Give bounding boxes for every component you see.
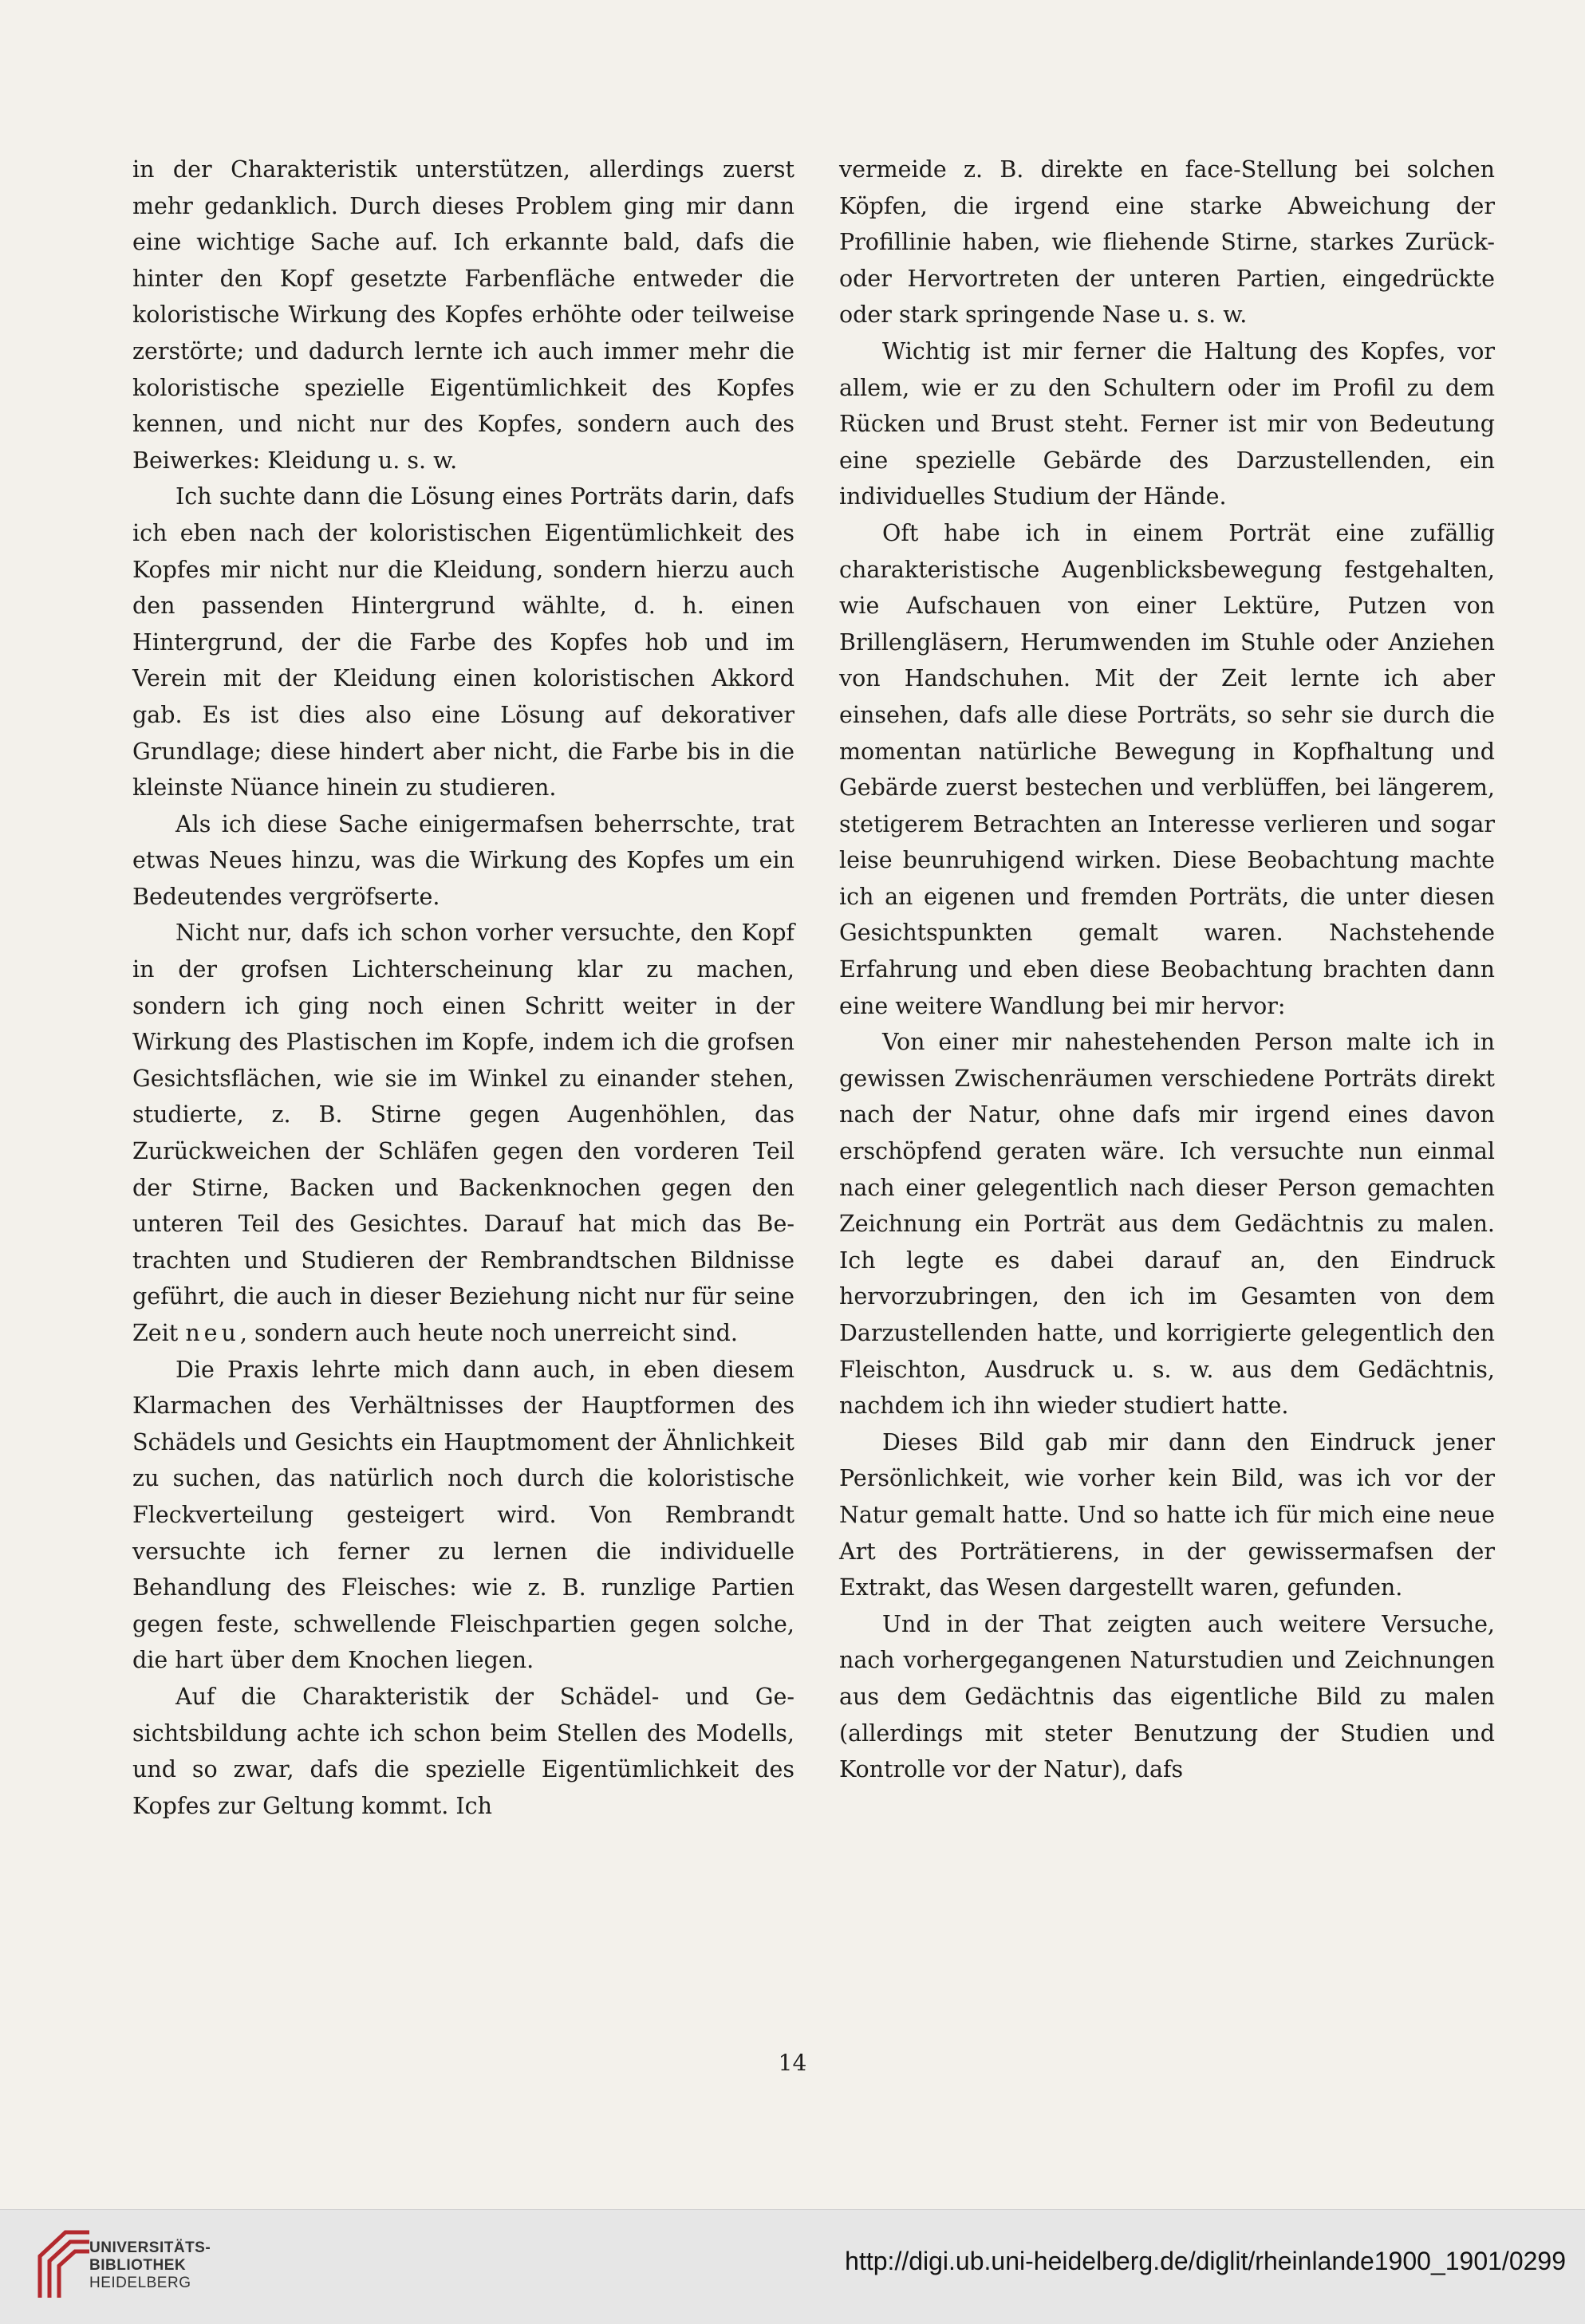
- left-text-column: [132, 152, 794, 1824]
- emphasized-word: neu: [185, 1320, 240, 1346]
- paragraph: Und in der That zeigten auch weitere Versuche, nach vorhergegangenen Naturstudien und Zeichnungen aus dem Gedächtnis das eigentliche Bild zu malen (allerdings mit steter Benutzung der Studien und Kontrolle vor der Natur), dafs: [839, 1610, 1495, 1783]
- library-name-line: BIBLIOTHEK: [89, 2257, 187, 2274]
- library-name: [89, 2239, 211, 2292]
- library-name-line: HEIDELBERG: [89, 2275, 191, 2291]
- paragraph: Dieses Bild gab mir dann den Eindruck jener Persönlichkeit, wie vorher kein Bild, was ich vor der Natur gemalt hatte. Und so hatte ich für mich eine neue Art des Porträtierens, in der gewissermafsen der Extrakt, das Wesen dargestellt waren, gefunden.: [839, 1428, 1495, 1601]
- paragraph: Von einer mir nahestehenden Person malte ich in gewissen Zwischenräumen verschiedene Porträts direkt nach der Natur, ohne dafs mir irgend eines davon erschöpfend geraten wäre. Ich versuchte nun einmal nach einer gelegentlich nach dieser Person gemachten Zeichnung ein Porträt aus dem Gedächtnis zu malen. Ich legte es dabei darauf an, den Eindruck hervorzubringen, den ich im Gesamten von dem Darzustellenden hatte, und korrigierte gelegentlich den Fleischton, Ausdruck u. s. w. aus dem Gedächtnis, nachdem ich ihn wieder studiert hatte.: [839, 1029, 1495, 1420]
- right-text-column: [839, 152, 1495, 1788]
- page-number: 14: [778, 2050, 807, 2076]
- footer-bar: [0, 2209, 1585, 2324]
- paragraph-text: , sondern auch heute noch unerreicht sind.: [239, 1320, 738, 1346]
- paragraph: Wichtig ist mir ferner die Haltung des Kopfes, vor allem, wie er zu den Schultern oder im Profil zu dem Rücken und Brust steht. Ferner ist mir von Bedeutung eine spezielle Gebärde des Darzustellenden, ein individuelles Studium der Hände.: [839, 337, 1495, 510]
- paragraph: in der Charakteristik unterstützen, allerdings zuerst mehr gedanklich. Durch dieses Problem ging mir dann eine wichtige Sache auf. Ich erkannte bald, dafs die hinter den Kopf gesetzte Farbenfläche entweder die koloristische Wirkung des Kopfes erhöhte oder teilweise zerstörte; und dadurch lernte ich auch immer mehr die koloristische spezielle Eigentümlichkeit des Kopfes kennen, und nicht nur des Kopfes, sondern auch des Beiwerkes: Kleidung u. s. w.: [132, 156, 794, 474]
- permalink-url[interactable]: http://digi.ub.uni-heidelberg.de/diglit/rheinlande1900_1901/0299: [845, 2247, 1566, 2275]
- paragraph: Oft habe ich in einem Porträt eine zufällig charakteristische Augenblicksbewegung festgehalten, wie Aufschauen von einer Lektüre, Putzen von Brillengläsern, Herumwenden im Stuhle oder Anziehen von Handschuhen. Mit der Zeit lernte ich aber einsehen, dafs alle diese Porträts, so sehr sie durch die momentan natürliche Bewegung in Kopfhaltung und Gebärde zuerst bestechen und verblüffen, bei längerem, stetigerem Betrachten an Interesse verlieren und sogar leise beunruhigend wirken. Diese Beobachtung machte ich an eigenen und fremden Porträts, die unter diesen Gesichtspunkten gemalt waren. Nachstehende Erfahrung und eben diese Beobachtung brachten dann eine weitere Wandlung bei mir hervor:: [839, 519, 1495, 1019]
- paragraph: Ich suchte dann die Lösung eines Porträts darin, dafs ich eben nach der koloristischen Eigentümlichkeit des Kopfes mir nicht nur die Kleidung, sondern hierzu auch den passenden Hintergrund wählte, d. h. einen Hintergrund, der die Farbe des Kopfes hob und im Verein mit der Kleidung einen koloristischen Akkord gab. Es ist dies also eine Lösung auf dekorativer Grundlage; diese hindert aber nicht, die Farbe bis in die kleinste Nüance hinein zu studieren.: [132, 483, 794, 802]
- paragraph: Auf die Charakteristik der Schädel- und Gesichtsbildung achte ich schon beim Stellen des Modells, und so zwar, dafs die spezielle Eigentümlichkeit des Kopfes zur Geltung kommt. Ich: [132, 1683, 794, 1819]
- library-name-line: UNIVERSITÄTS-: [89, 2239, 211, 2256]
- paragraph: vermeide z. B. direkte en face-Stellung bei solchen Köpfen, die irgend eine starke Abweichung der Profillinie haben, wie fliehende Stirne, starkes Zurück- oder Hervortreten der unteren Partien, eingedrückte oder stark springende Nase u. s. w.: [839, 156, 1495, 329]
- ub-heidelberg-logo-icon[interactable]: [34, 2224, 96, 2304]
- paragraph: [132, 915, 794, 1351]
- paragraph: Die Praxis lehrte mich dann auch, in eben diesem Klarmachen des Verhältnisses der Hauptformen des Schädels und Gesichts ein Hauptmoment der Ähnlichkeit zu suchen, das natürlich noch durch die koloristische Fleckverteilung gesteigert wird. Von Rembrandt versuchte ich ferner zu lernen die individuelle Behandlung des Fleisches: wie z. B. runzlige Partien gegen feste, schwellende Fleischpartien gegen solche, die hart über dem Knochen liegen.: [132, 1356, 794, 1674]
- paragraph-text: Nicht nur, dafs ich schon vorher versuchte, den Kopf in der grofsen Lichterscheinung klar zu machen, sondern ich ging noch einen Schritt weiter in der Wirkung des Plastischen im Kopfe, indem ich die grofsen Gesichtsflächen, wie sie im Winkel zu einander stehen, studierte, z. B. Stirne gegen Augenhöhlen, das Zurückweichen der Schläfen gegen den vorderen Teil der Stirne, Backen und Backenknochen gegen den unteren Teil des Gesichtes. Darauf hat mich das Betrachten und Studieren der Rembrandtschen Bildnisse geführt, die auch in dieser Beziehung nicht nur für seine Zeit: [132, 920, 794, 1346]
- paragraph: Als ich diese Sache einigermafsen beherrschte, trat etwas Neues hinzu, was die Wirkung des Kopfes um ein Bedeutendes vergröfserte.: [132, 810, 794, 910]
